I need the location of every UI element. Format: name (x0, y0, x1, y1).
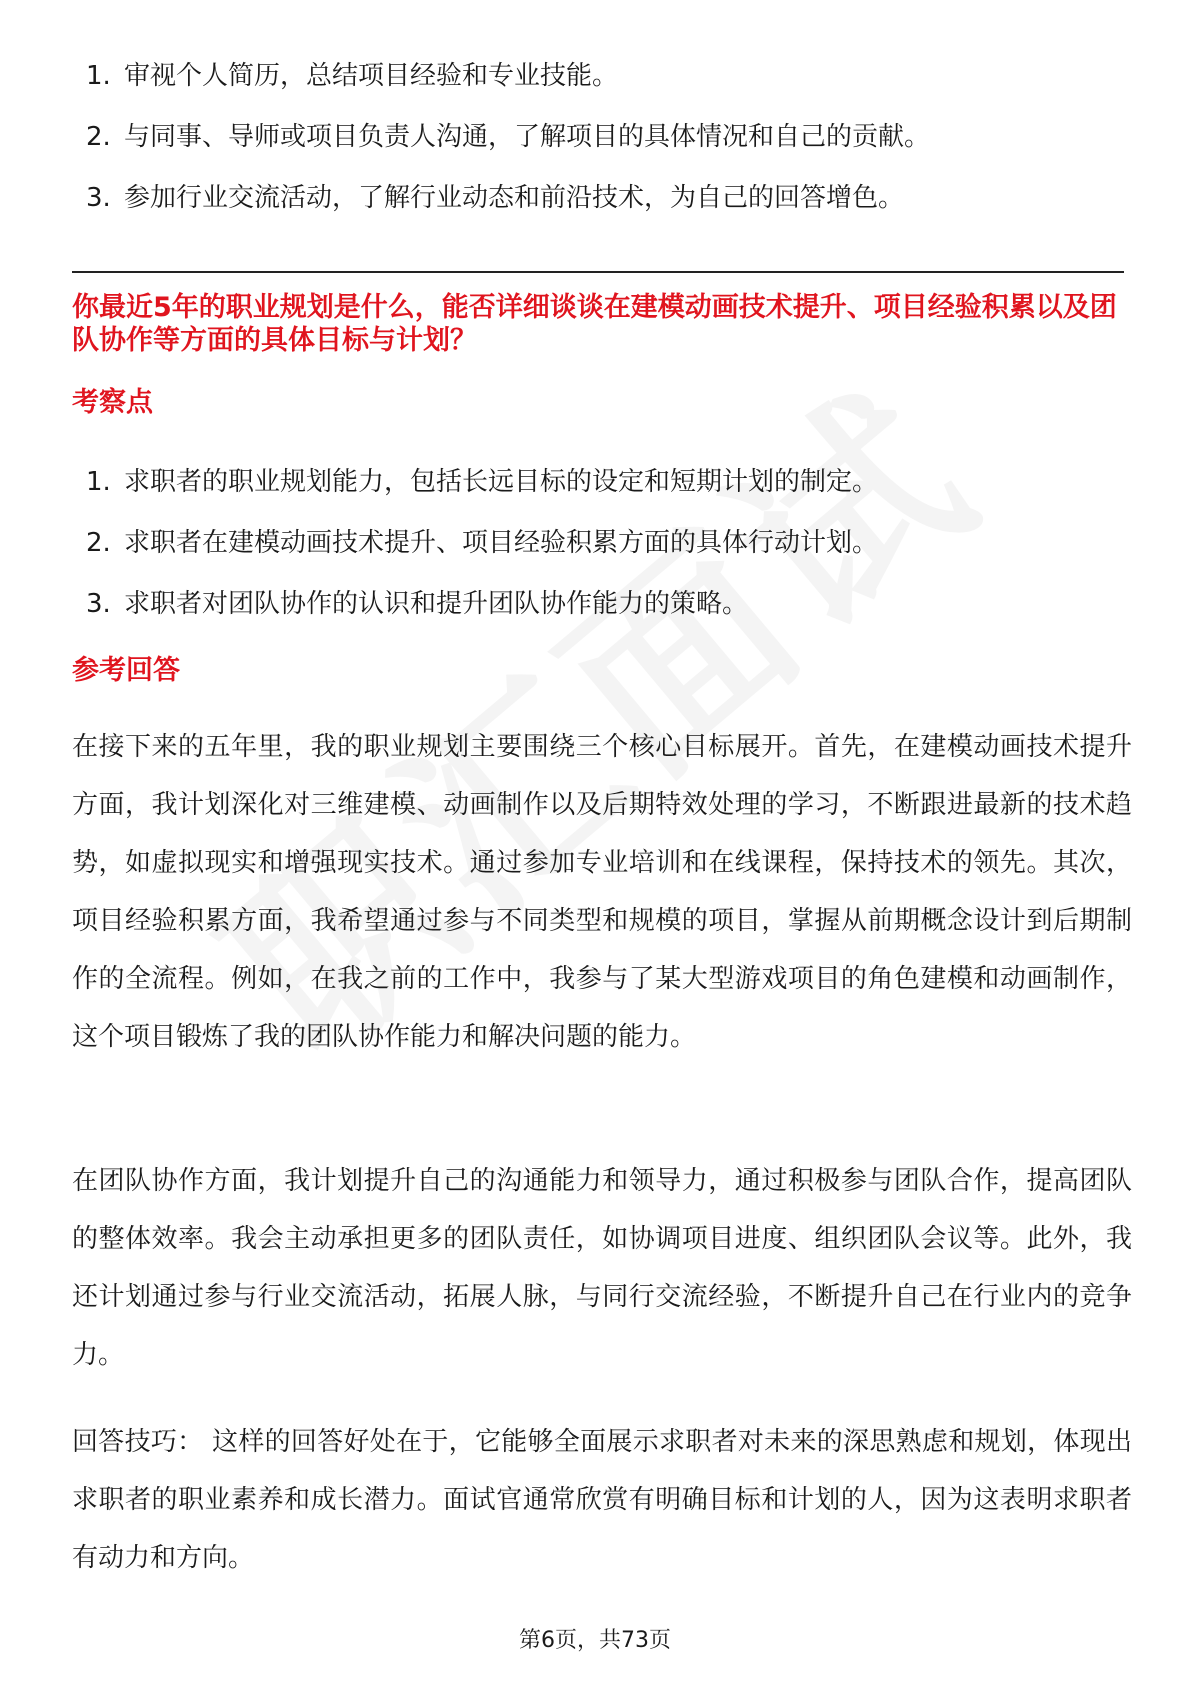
reference-answer-heading: 参考回答 (72, 655, 180, 686)
list-item (86, 45, 930, 106)
list-item (86, 451, 878, 512)
list-number: 3. (86, 588, 111, 619)
list-number: 3. (86, 182, 111, 213)
list-item (86, 512, 878, 573)
answer-paragraph: 在团队协作方面，我计划提升自己的沟通能力和领导力，通过积极参与团队合作，提高团队的整体效率。我会主动承担更多的团队责任，如协调项目进度、组织团队会议等。此外，我还计划通过参与行业交流活动，拓展人脉，与同行交流经验，不断提升自己在行业内的竞争力。 (72, 1166, 1132, 1370)
list-item (86, 167, 930, 228)
section-divider (72, 271, 1124, 273)
top-list (86, 45, 930, 228)
list-item (86, 573, 878, 634)
list-text: 求职者的职业规划能力，包括长远目标的设定和短期计划的制定。 (124, 466, 879, 497)
answer-tips-paragraph: 回答技巧： 这样的回答好处在于，它能够全面展示求职者对未来的深思熟虑和规划，体现出求职者的职业素养和成长潜力。面试官通常欣赏有明确目标和计划的人，因为这表明求职者有动力和方向。 (72, 1427, 1132, 1573)
list-item (86, 106, 930, 167)
list-text: 参加行业交流活动，了解行业动态和前沿技术，为自己的回答增色。 (124, 182, 905, 213)
list-text: 与同事、导师或项目负责人沟通，了解项目的具体情况和自己的贡献。 (124, 121, 931, 152)
answer-paragraph: 在接下来的五年里，我的职业规划主要围绕三个核心目标展开。首先，在建模动画技术提升方面，我计划深化对三维建模、动画制作以及后期特效处理的学习，不断跟进最新的技术趋势，如虚拟现实和增强现实技术。通过参加专业培训和在线课程，保持技术的领先。其次，项目经验积累方面，我希望通过参与不同类型和规模的项目，掌握从前期概念设计到后期制作的全流程。例如，在我之前的工作中，我参与了某大型游戏项目的角色建模和动画制作，这个项目锻炼了我的团队协作能力和解决问题的能力。 (72, 732, 1132, 1052)
list-text: 审视个人简历，总结项目经验和专业技能。 (124, 60, 619, 91)
list-number: 2. (86, 527, 111, 558)
question-heading: 你最近5年的职业规划是什么，能否详细谈谈在建模动画技术提升、项目经验积累以及团队协作等方面的具体目标与计划？ (72, 292, 1117, 356)
exam-points-heading: 考察点 (72, 387, 153, 418)
list-number: 1. (86, 60, 111, 91)
exam-points-list (86, 451, 878, 634)
list-text: 求职者在建模动画技术提升、项目经验积累方面的具体行动计划。 (124, 527, 879, 558)
list-text: 求职者对团队协作的认识和提升团队协作能力的策略。 (124, 588, 749, 619)
list-number: 1. (86, 466, 111, 497)
page-footer: 第6页，共73页 (519, 1628, 671, 1653)
list-number: 2. (86, 121, 111, 152)
